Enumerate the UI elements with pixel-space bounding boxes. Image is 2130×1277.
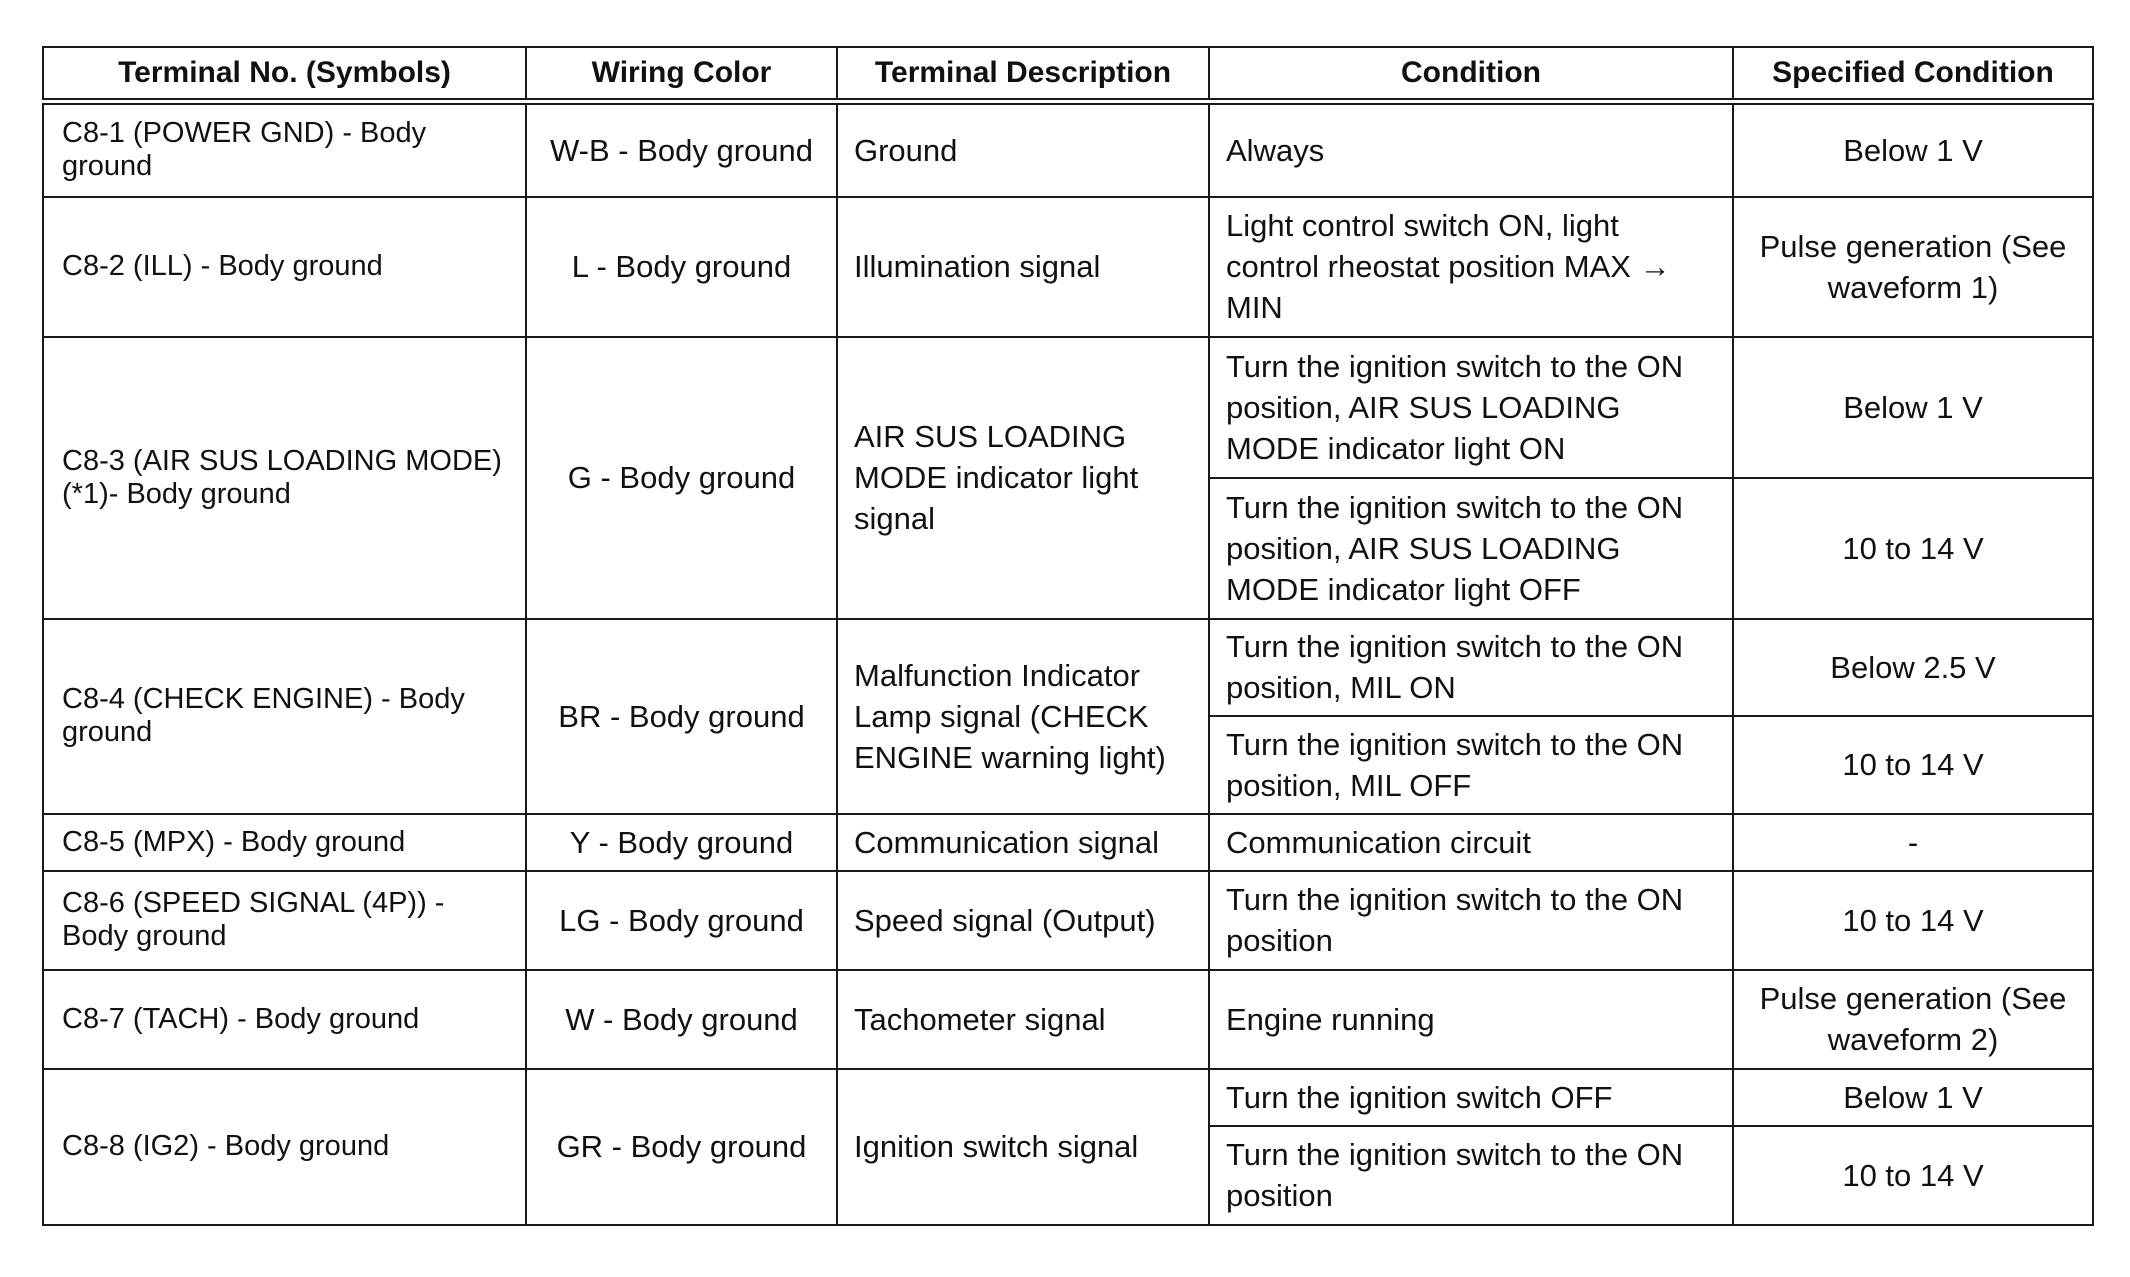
header-row — [43, 47, 2093, 102]
wiring-cell: GR - Body ground — [526, 1069, 837, 1225]
spec-cell: 10 to 14 V — [1733, 478, 2093, 619]
terminal-cell: C8-4 (CHECK ENGINE) - Body ground — [43, 619, 526, 814]
condition-cell: Light control switch ON, light control rheostat position MAX → MIN — [1209, 197, 1733, 337]
terminal-cell: C8-8 (IG2) - Body ground — [43, 1069, 526, 1225]
description-cell: Ignition switch signal — [837, 1069, 1209, 1225]
condition-cell: Engine running — [1209, 970, 1733, 1069]
wiring-cell: BR - Body ground — [526, 619, 837, 814]
condition-cell: Turn the ignition switch to the ON position, MIL OFF — [1209, 716, 1733, 814]
table-row — [43, 102, 2093, 197]
terminal-table-sheet — [42, 46, 2092, 1226]
spec-cell: Below 1 V — [1733, 1069, 2093, 1126]
wiring-cell: W-B - Body ground — [526, 102, 837, 197]
header-terminal: Terminal No. (Symbols) — [43, 47, 526, 102]
terminal-cell: C8-3 (AIR SUS LOADING MODE) (*1)- Body ground — [43, 337, 526, 619]
spec-cell: 10 to 14 V — [1733, 871, 2093, 970]
condition-cell: Turn the ignition switch to the ON position, AIR SUS LOADING MODE indicator light OFF — [1209, 478, 1733, 619]
spec-cell: Pulse generation (See waveform 2) — [1733, 970, 2093, 1069]
wiring-cell: G - Body ground — [526, 337, 837, 619]
table-row — [43, 197, 2093, 337]
terminal-cell: C8-7 (TACH) - Body ground — [43, 970, 526, 1069]
terminal-spec-table — [42, 46, 2094, 1226]
description-cell: Illumination signal — [837, 197, 1209, 337]
table-row — [43, 1069, 2093, 1126]
condition-cell: Turn the ignition switch to the ON position — [1209, 1126, 1733, 1225]
spec-cell: 10 to 14 V — [1733, 716, 2093, 814]
wiring-cell: Y - Body ground — [526, 814, 837, 871]
description-cell: Tachometer signal — [837, 970, 1209, 1069]
spec-cell: Pulse generation (See waveform 1) — [1733, 197, 2093, 337]
description-cell: Communication signal — [837, 814, 1209, 871]
header-wiring-color: Wiring Color — [526, 47, 837, 102]
condition-cell: Turn the ignition switch to the ON position, AIR SUS LOADING MODE indicator light ON — [1209, 337, 1733, 478]
table-row — [43, 619, 2093, 716]
description-cell: Speed signal (Output) — [837, 871, 1209, 970]
description-cell: Malfunction Indicator Lamp signal (CHECK ENGINE warning light) — [837, 619, 1209, 814]
spec-cell: Below 2.5 V — [1733, 619, 2093, 716]
wiring-cell: W - Body ground — [526, 970, 837, 1069]
header-specified-condition: Specified Condition — [1733, 47, 2093, 102]
condition-cell: Turn the ignition switch to the ON position, MIL ON — [1209, 619, 1733, 716]
description-cell: AIR SUS LOADING MODE indicator light signal — [837, 337, 1209, 619]
table-row — [43, 337, 2093, 478]
spec-cell: 10 to 14 V — [1733, 1126, 2093, 1225]
condition-cell: Always — [1209, 102, 1733, 197]
table-row — [43, 970, 2093, 1069]
terminal-cell: C8-1 (POWER GND) - Body ground — [43, 102, 526, 197]
table-row — [43, 871, 2093, 970]
condition-cell: Communication circuit — [1209, 814, 1733, 871]
condition-cell: Turn the ignition switch OFF — [1209, 1069, 1733, 1126]
description-cell: Ground — [837, 102, 1209, 197]
wiring-cell: L - Body ground — [526, 197, 837, 337]
spec-cell: Below 1 V — [1733, 337, 2093, 478]
terminal-cell: C8-5 (MPX) - Body ground — [43, 814, 526, 871]
terminal-cell: C8-6 (SPEED SIGNAL (4P)) - Body ground — [43, 871, 526, 970]
table-row — [43, 814, 2093, 871]
header-condition: Condition — [1209, 47, 1733, 102]
header-terminal-description: Terminal Description — [837, 47, 1209, 102]
terminal-cell: C8-2 (ILL) - Body ground — [43, 197, 526, 337]
condition-cell: Turn the ignition switch to the ON position — [1209, 871, 1733, 970]
spec-cell: Below 1 V — [1733, 102, 2093, 197]
wiring-cell: LG - Body ground — [526, 871, 837, 970]
spec-cell: - — [1733, 814, 2093, 871]
